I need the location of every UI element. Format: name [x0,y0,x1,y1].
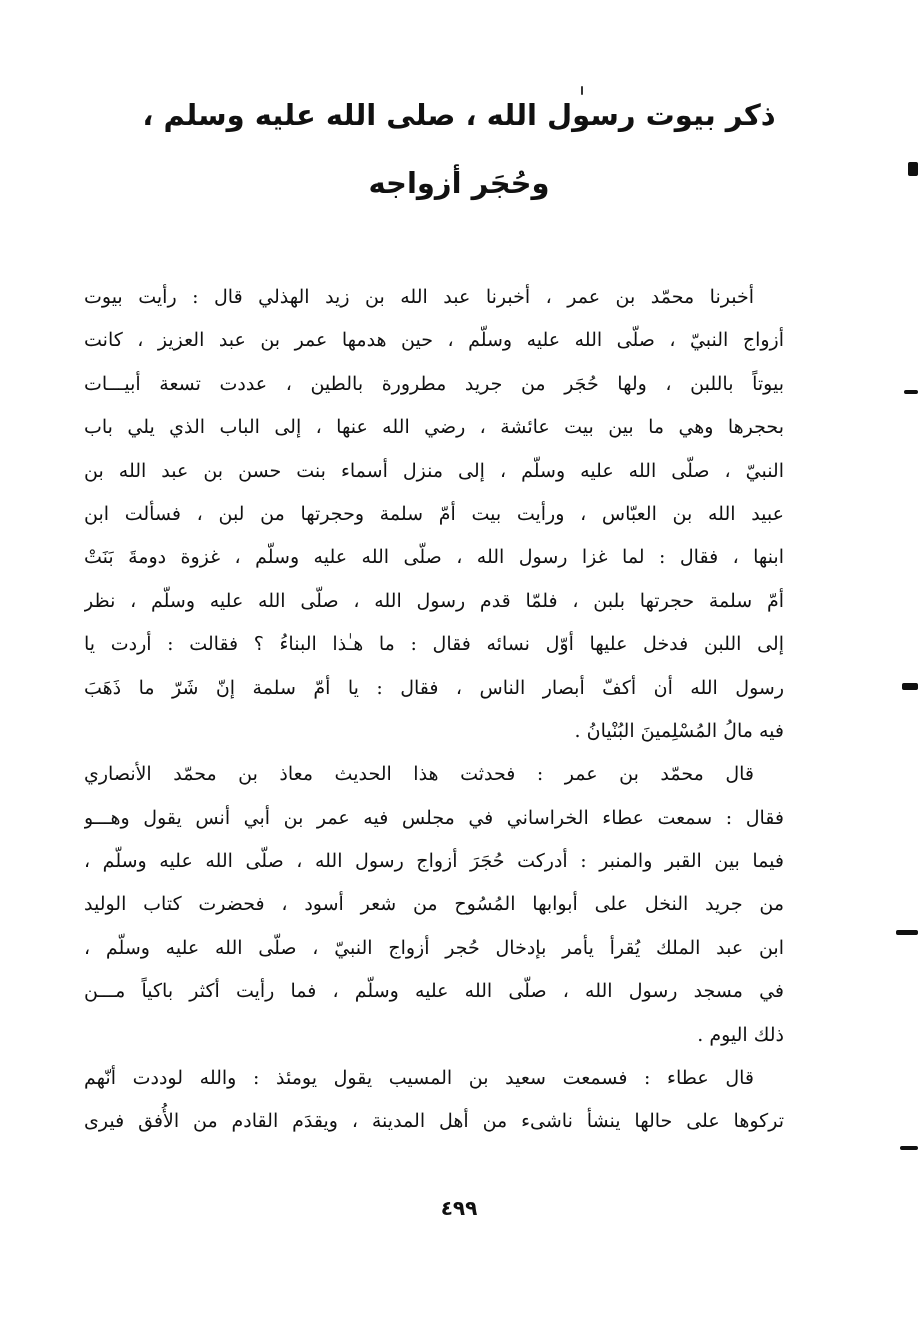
text-line: تركوها على حالها ينشأ ناشىء من أهل المدينة ، ويقدَم القادم من الأُفق فيرى [84,1110,784,1133]
text-line: بيوتاً باللبن ، ولها حُجَر من جريد مطرورة بالطين ، عددت تسعة أبيـــات [84,372,784,395]
paragraph-1 [84,276,784,753]
text-line: أخبرنا محمّد بن عمر ، أخبرنا عبد الله بن زيد الهذلي قال : رأيت بيوت [84,286,754,308]
heading-line-2: وحُجَر أزواجه [368,166,550,200]
text-line: من جريد النخل على أبوابها المُسُوح من شعر أسود ، فحضرت كتاب الوليد [84,893,784,916]
text-line: بحجرها وهي ما بين بيت عائشة ، رضي الله عنها ، إلى الباب الذي يلي باب [84,416,784,439]
scan-edge-mark [896,930,918,935]
text-line: في مسجد رسول الله ، صلّى الله عليه وسلّم ، فما رأيت أكثر باكياً مـــن [84,980,784,1003]
text-line: فيما بين القبر والمنبر : أدركت حُجَرَ أزواج رسول الله ، صلّى الله عليه وسلّم ، [84,850,784,873]
scan-edge-mark [908,162,918,176]
scan-edge-mark [900,1146,918,1150]
text-line: عبيد الله بن العبّاس ، ورأيت بيت أمّ سلمة وحجرتها من لبن ، فسألت ابن [84,502,784,525]
body-text [84,276,784,1144]
paragraph-3 [84,1057,784,1144]
scan-edge-mark [902,683,918,690]
page-number: ٤٩٩ [440,1196,478,1220]
chapter-heading [90,98,828,200]
text-line: فيه مالُ المُسْلِمينَ البُنْيانُ . [574,719,784,742]
text-line: قال عطاء : فسمعت سعيد بن المسيب يقول يومئذ : والله لوددت أنّهم [84,1067,754,1090]
text-line: رسول الله أن أكفّ أبصار الناس ، فقال : يا أمّ سلمة إنّ شَرّ ما ذَهَبَ [84,676,784,699]
text-line: فقال : سمعت عطاء الخراساني في مجلس فيه عمر بن أبي أنس يقول وهـــو [84,806,784,829]
text-line: النبيّ ، صلّى الله عليه وسلّم ، إلى منزل أسماء بنت حسن بن عبد الله بن [84,459,784,482]
paragraph-2 [84,753,784,1057]
scan-speck [581,86,583,95]
text-line: ابن عبد الملك يُقرأ يأمر بإدخال حُجر أزواج النبيّ ، صلّى الله عليه وسلّم ، [84,936,784,959]
heading-line-1: ذكر بيوت رسول الله ، صلى الله عليه وسلم ، [142,98,776,132]
text-line: إلى اللبن فدخل عليها أوّل نسائه فقال : ما هـٰذا البناءُ ؟ فقالت : أردت يا [84,633,784,656]
text-line: ابنها ، فقال : لما غزا رسول الله ، صلّى الله عليه وسلّم ، غزوة دومةَ بَنَتْ [84,546,784,569]
scan-edge-mark [904,390,918,394]
text-line: أمّ سلمة حجرتها بلبن ، فلمّا قدم رسول الله ، صلّى الله عليه وسلّم ، نظر [84,589,784,612]
text-line: ذلك اليوم . [697,1023,784,1046]
text-line: أزواج النبيّ ، صلّى الله عليه وسلّم ، حين هدمها عمر بن عبد العزيز ، كانت [84,329,784,352]
text-line: قال محمّد بن عمر : فحدثت هذا الحديث معاذ بن محمّد الأنصاري [84,763,754,786]
